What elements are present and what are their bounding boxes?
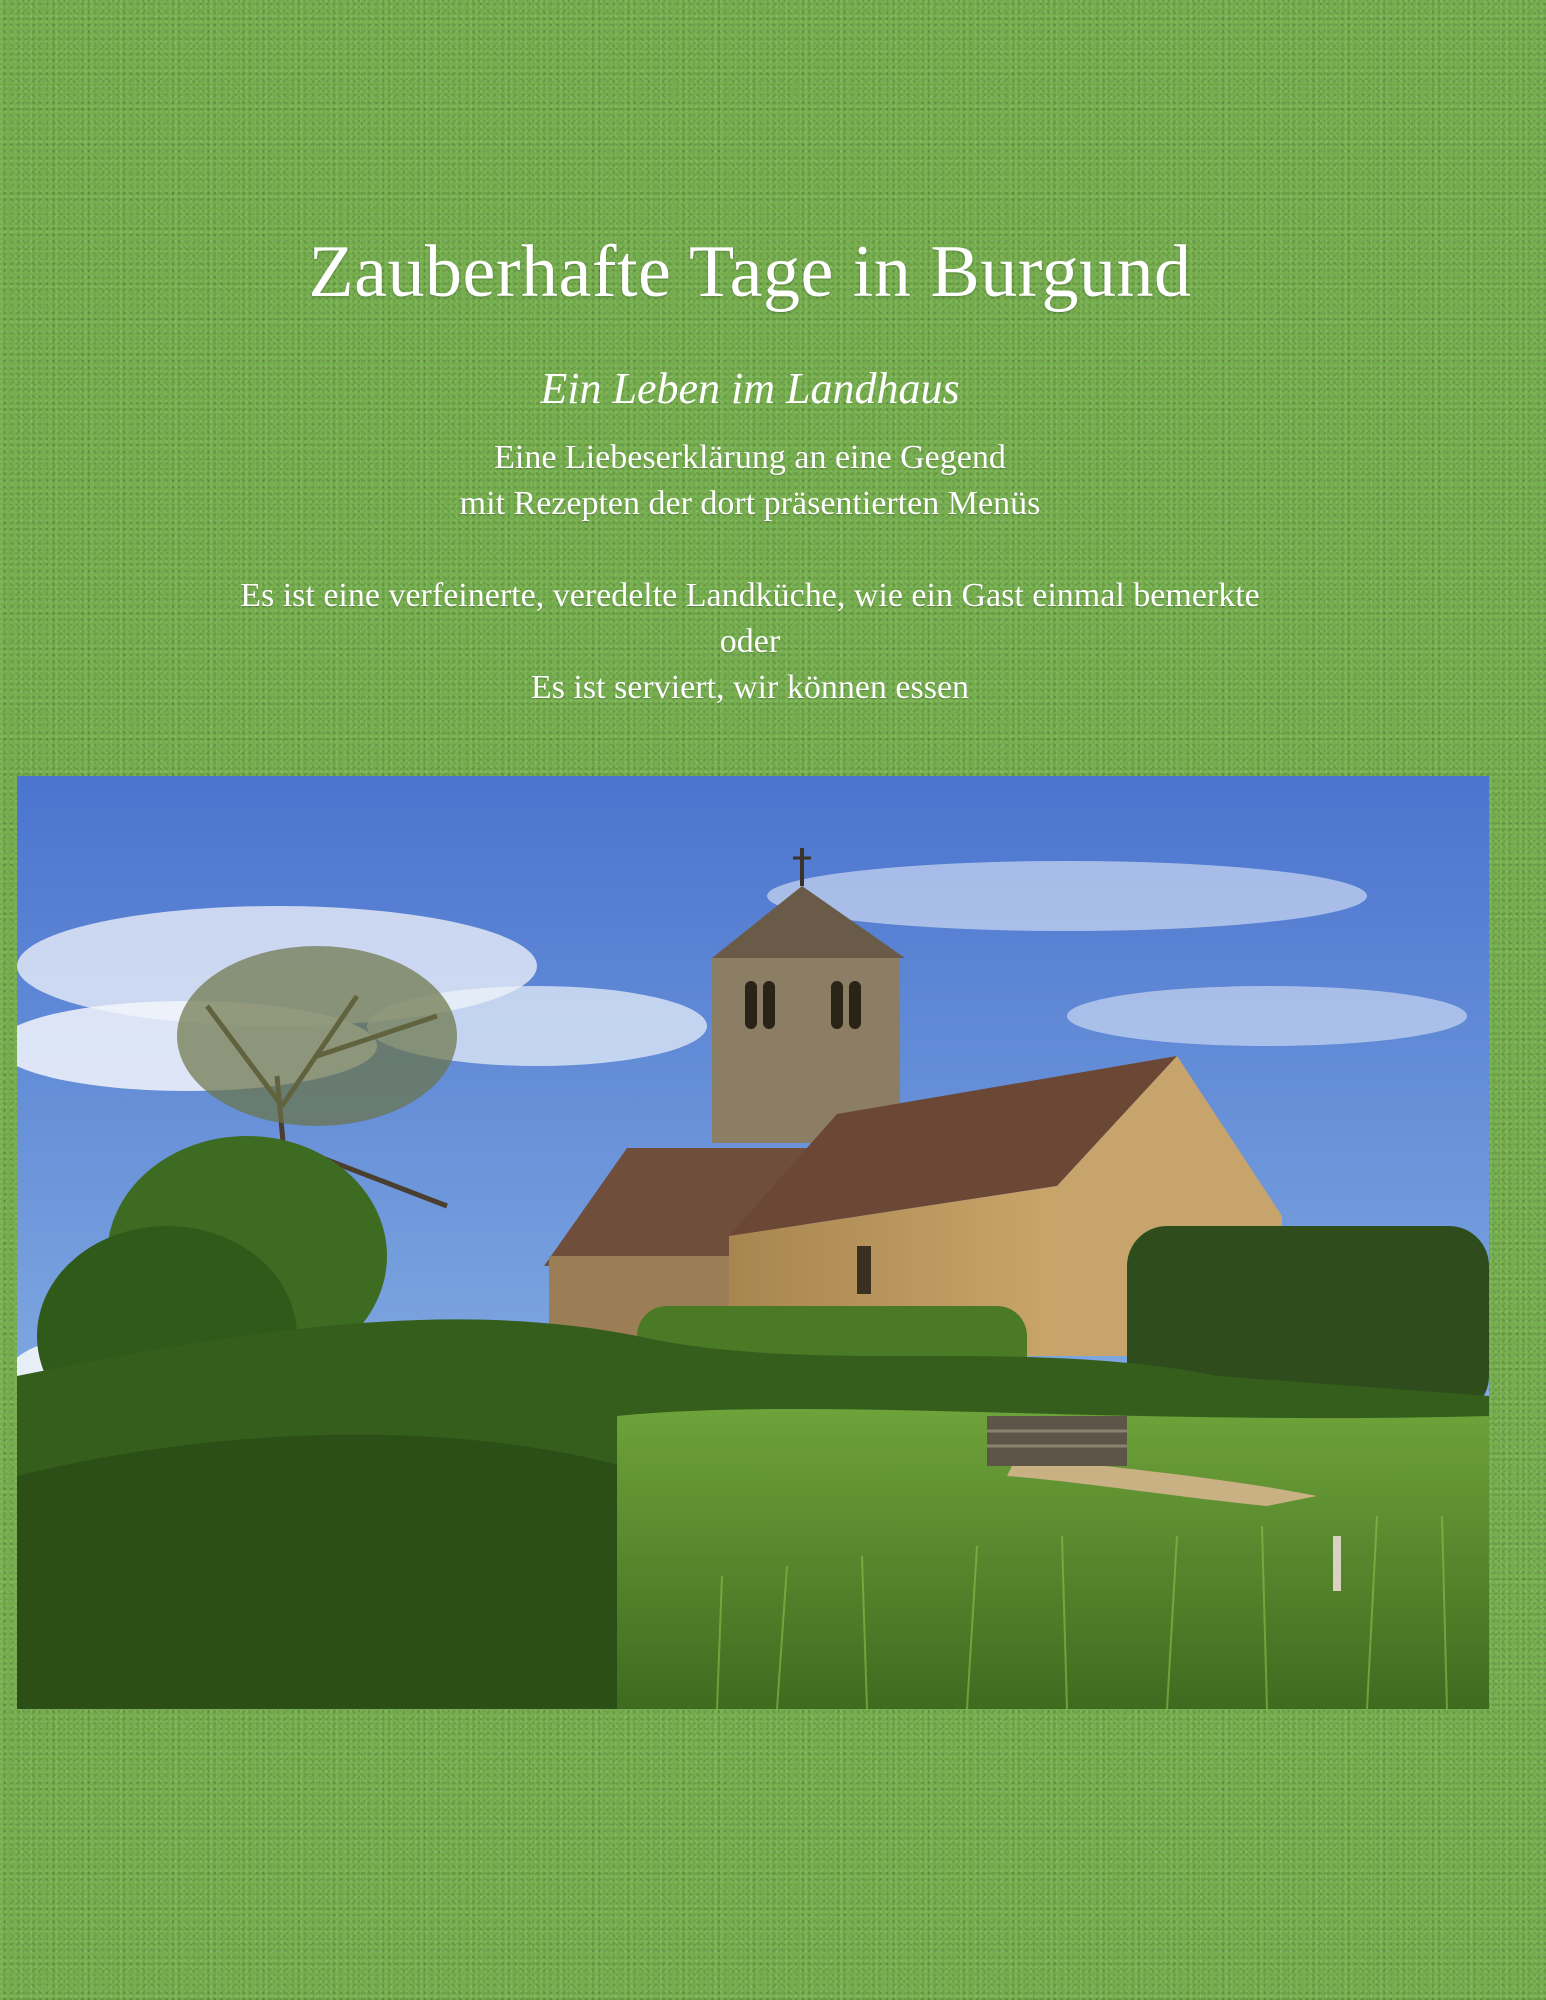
cover-photo-church [17,776,1489,1709]
description-line-2: mit Rezepten der dort präsentierten Menüs [459,485,1041,522]
quote-line-3: Es ist serviert, wir können essen [530,669,970,706]
description-line-1: Eine Liebeserklärung an eine Gegend [494,439,1006,476]
cover-subtitle: Ein Leben im Landhaus [540,364,960,413]
quote-line-1: Es ist eine verfeinerte, veredelte Landküche, wie ein Gast einmal bemerkte [240,577,1260,614]
cover-title: Zauberhafte Tage in Burgund [308,231,1192,313]
quote-line-2: oder [719,623,781,660]
